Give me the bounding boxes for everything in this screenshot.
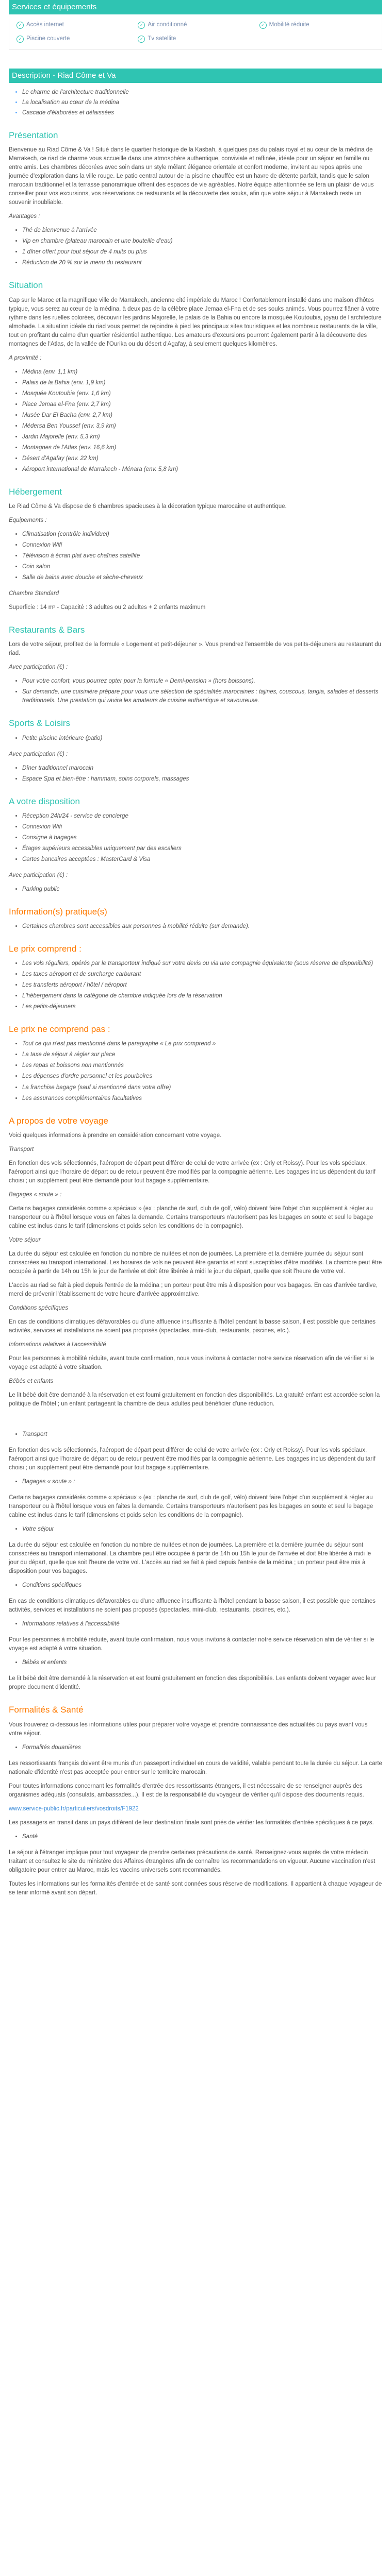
services-banner: Services et équipements (9, 0, 382, 14)
list-item: • Les petits-déjeuners (22, 1003, 382, 1011)
formalities-text: Les ressortissants français doivent être munis d'un passeport individuel en cours de validité, valable pendant toute la durée du séjour. La carte nationale d'identité n'est pas acceptée pour entrer sur le territoire marocain. (9, 1760, 382, 1775)
wifi-icon: ✓ (17, 22, 24, 29)
proximity-list (9, 812, 382, 864)
description-banner: Description - Riad Côme et Va (9, 69, 382, 83)
about-visa-label: Votre séjour (9, 1236, 41, 1243)
dup-text: Le lit bébé doit être demandé à la réservation et est fourni gratuitement en fonction des disponibilités. Les enfants doivent voyager avec leur propre document d'identité. (9, 1675, 376, 1691)
list-item: • Les assurances complémentaires facultatives (22, 1094, 382, 1103)
list-item: • Palais de la Bahia (env. 1,9 km) (22, 379, 382, 387)
about-transport-label: Transport (9, 1146, 34, 1153)
nearby-label: A proximité : (9, 354, 42, 361)
amenities-list (9, 226, 382, 267)
list-item: • Le charme de l'architecture traditionnelle (22, 88, 382, 97)
list-item: • Montagnes de l'Atlas (env. 16,6 km) (22, 444, 382, 452)
list-item: • Connexion Wifi (22, 541, 382, 550)
about-transport-text: En fonction des vols sélectionnés, l'aéroport de départ peut différer de celui de votre arrivée (ex : Orly et Roissy). Pour les vols spéciaux, l'aéroport ainsi que l'horaire de départ ou de retour peuvent être modifiés par la compagnie aérienne. Les bagages inclus dépendent du tarif choisi ; un supplément peut être demandé pour tout bagage supplémentaire. (9, 1160, 376, 1184)
price-excludes-list (9, 1040, 382, 1103)
section-title-sports: Sports & Loisirs (9, 718, 71, 728)
list-item: • Transport (22, 1430, 382, 1439)
list-item: • Les repas et boissons non mentionnés (22, 1061, 382, 1070)
section-title-formalities: Formalités & Santé (9, 1705, 84, 1715)
about-bagages-text: Certains bagages considérés comme « spéciaux » (ex : planche de surf, club de golf, vélo) doivent faire l'objet d'un supplément à régler au transporteur ou à l'hôtel lorsque vous en faites la demande. Certains transporteurs n'autorisent pas les bagages en soute et seul le bagage cabine est inclus dans le tarif (dimensions et poids selon les conditions de la compagnie). (9, 1205, 373, 1229)
list-item: • Mosquée Koutoubia (env. 1,6 km) (22, 389, 382, 398)
page (9, 0, 382, 1897)
dup-text: Pour les personnes à mobilité réduite, avant toute confirmation, nous vous invitons à contacter notre service réservation afin de vérifier si le voyage est adapté à votre situation. (9, 1637, 374, 1652)
list-item: • Bébés et enfants (22, 1658, 382, 1667)
list-item: • Parking public (22, 885, 382, 894)
about-intro: Voici quelques informations à prendre en considération concernant votre voyage. (9, 1132, 222, 1139)
list-item: • Petite piscine intérieure (patio) (22, 734, 382, 743)
list-item: • Thé de bienvenue à l'arrivée (22, 226, 382, 235)
restaurants-extra-label: Avec participation (€) : (9, 664, 68, 671)
section-title-info: Information(s) pratique(s) (9, 906, 107, 917)
about-bagages-label: Bagages « soute » : (9, 1191, 62, 1198)
service-item (259, 21, 374, 29)
list-item: • Conditions spécifiques (22, 1581, 382, 1590)
presentation-text: Bienvenue au Riad Côme & Va ! Situé dans le quartier historique de la Kasbah, à quelques pas du palais royal et au cœur de la médina de Marrakech, ce riad de charme vous accueille dans une atmosphère authentique, conviviale et raffinée, idéale pour un séjour en famille ou entre amis. Les chambres décorées avec soin dans un style mêlant élégance orientale et confort moderne, invitent au repos après une journée d'exploration dans la ville rouge. Le patio central autour de la piscine chauffée est un havre de détente parfait, tandis que le salon marocain traditionnel et la terrasse panoramique offrent des espaces de vie agréables. Notre équipe attentionnée se fera un plaisir de vous conseiller pour vos excursions, vos réservations de restaurants et la découverte des souks, afin que votre séjour à Marrakech reste un souvenir inoubliable. (9, 147, 374, 206)
list-item: • La taxe de séjour à régler sur place (22, 1050, 382, 1059)
list-item: • Sur demande, une cuisinière prépare pour vous une sélection de spécialités marocaines : tajines, couscous, tangia, salades et desserts traditionnels. Une prestation qui ravira les amateurs de cuisine authentique et savoureuse. (22, 688, 382, 705)
pool-icon: ✓ (17, 36, 24, 43)
list-item: • L'hébergement dans la catégorie de chambre indiquée lors de la réservation (22, 992, 382, 1001)
list-item: • Place Jemaa el-Fna (env. 2,7 km) (22, 400, 382, 409)
equipment-list (9, 530, 382, 582)
service-item (138, 21, 253, 29)
restaurants-list (9, 677, 382, 705)
about-dup-list (9, 1581, 382, 1590)
list-item: • Réception 24h/24 - service de concierge (22, 812, 382, 821)
list-item: • Connexion Wifi (22, 823, 382, 832)
snowflake-icon: ✓ (138, 22, 145, 29)
proximity-paid-list (9, 885, 382, 894)
list-item: • Bagages « soute » : (22, 1478, 382, 1486)
about-kids-label: Bébés et enfants (9, 1378, 54, 1385)
price-includes-list (9, 959, 382, 1011)
room-title: Chambre Standard (9, 590, 59, 597)
sports-paid-list (9, 764, 382, 784)
list-item: • Salle de bains avec douche et sèche-cheveux (22, 573, 382, 582)
section-title-restaurants: Restaurants & Bars (9, 625, 85, 635)
list-item: • Climatisation (contrôle individuel) (22, 530, 382, 539)
list-item: • Les transferts aéroport / hôtel / aéroport (22, 981, 382, 990)
about-conditions-label: Conditions spécifiques (9, 1304, 69, 1311)
list-item: • Coin salon (22, 563, 382, 571)
formalities-outro: Toutes les informations sur les formalités d'entrée et de santé sont données sous réserve de modifications. Il appartient à chaque voyageur de se tenir informé avant son départ. (9, 1880, 382, 1896)
service-label: Tv satellite (148, 36, 176, 42)
about-kids-text: Le lit bébé doit être demandé à la réservation et est fourni gratuitement en fonction des disponibilités. La gratuité enfant est accordée selon la politique de l'hôtel ; un enfant partageant la chambre de deux adultes peut bénéficier d'une réduction. (9, 1392, 380, 1408)
list-item: • La localisation au cœur de la médina (22, 98, 382, 107)
list-item: • Réduction de 20 % sur le menu du restaurant (22, 259, 382, 267)
service-item (17, 35, 132, 43)
nearby-list (9, 368, 382, 474)
list-item: • Certaines chambres sont accessibles aux personnes à mobilité réduite (sur demande). (22, 922, 382, 931)
list-item: • Informations relatives à l'accessibilité (22, 1620, 382, 1629)
dup-text: En cas de conditions climatiques défavorables ou d'une affluence insuffisante à l'hôtel pendant la basse saison, il est possible que certaines activités, services et installations ne soient pas proposés (spectacles, mini-club, restaurants, piscines, etc.). (9, 1598, 376, 1614)
list-item: • Cascade d'élaborées et délaissées (22, 109, 382, 117)
dup-text: La durée du séjour est calculée en fonction du nombre de nuitées et non de journées. La première et la dernière journée du séjour sont consacrées au transport international. La chambre peut être occupée à partir de 14h ou 15h le jour de l'arrivée et doit être libérée à midi le jour du départ, quelle que soit l'heure de votre vol. L'accès au riad se fait à pied depuis l'entrée de la médina ; un porteur peut être mis à disposition pour vos bagages. (9, 1542, 371, 1575)
about-visa-text: La durée du séjour est calculée en fonction du nombre de nuitées et non de journées. La première et la dernière journée du séjour sont consacrées au transport international. Les horaires de vols ne peuvent être garantis et sont susceptibles d'être modifiés. La chambre peut être occupée à partir de 14h ou 15h le jour de l'arrivée et doit être libérée à midi le jour du départ, quelle que soit l'heure de votre vol. (9, 1250, 382, 1275)
formalities-url[interactable]: www.service-public.fr/particuliers/vosdroits/F1922 (9, 1805, 139, 1812)
list-item: • Formalités douanières (22, 1743, 382, 1752)
dup-text: En fonction des vols sélectionnés, l'aéroport de départ peut différer de celui de votre arrivée (ex : Orly et Roissy). Pour les vols spéciaux, l'aéroport ainsi que l'horaire de départ ou de retour peuvent être modifiés par la compagnie aérienne. Les bagages inclus dépendent du tarif choisi ; un supplément peut être demandé pour tout bagage supplémentaire. (9, 1447, 376, 1471)
description-bullets (9, 88, 382, 117)
service-label: Accès internet (26, 22, 64, 28)
list-item: • Espace Spa et bien-être : hammam, soins corporels, massages (22, 775, 382, 784)
list-item: • Étages supérieurs accessibles uniquement par des escaliers (22, 844, 382, 853)
list-item: • Jardin Majorelle (env. 5,3 km) (22, 433, 382, 442)
formalities-list (9, 1743, 382, 1752)
list-item: • Musée Dar El Bacha (env. 2,7 km) (22, 411, 382, 420)
list-item: • Consigne à bagages (22, 834, 382, 842)
about-dup-list (9, 1658, 382, 1667)
section-title-about: A propos de votre voyage (9, 1115, 108, 1126)
service-item (138, 35, 253, 43)
sports-paid-label: Avec participation (€) : (9, 751, 68, 757)
section-title-lodging: Hébergement (9, 486, 62, 497)
formalities-link[interactable] (9, 1805, 382, 1814)
list-item: • Pour votre confort, vous pourrez opter pour la formule « Demi-pension » (hors boissons). (22, 677, 382, 686)
list-item: • Aéroport international de Marrakech - Ménara (env. 5,8 km) (22, 465, 382, 474)
section-title-presentation: Présentation (9, 130, 58, 141)
about-dup-list (9, 1525, 382, 1534)
about-conditions-text: En cas de conditions climatiques défavorables ou d'une affluence insuffisante à l'hôtel pendant la basse saison, il est possible que certaines activités, services et installations ne soient pas proposés (spectacles, mini-club, restaurants, piscines, etc.). (9, 1318, 376, 1334)
list-item: • Santé (22, 1833, 382, 1841)
about-arrival-text: L'accès au riad se fait à pied depuis l'entrée de la médina ; un porteur peut être mis à disposition pour vos bagages. En cas d'arrivée tardive, merci de prévenir l'établissement de votre heure d'arrivée approximative. (9, 1282, 378, 1297)
formalities-health-list (9, 1833, 382, 1841)
service-item (17, 21, 132, 29)
amenities-label: Avantages : (9, 213, 40, 220)
services-grid (9, 14, 382, 50)
list-item: • Médersa Ben Youssef (env. 3,9 km) (22, 422, 382, 431)
sports-free-list (9, 734, 382, 743)
formalities-health-text: Le séjour à l'étranger implique pour tout voyageur de prendre certaines précautions de santé. Renseignez-vous auprès de votre médecin traitant et consultez le site du ministère des Affaires étrangères afin de connaître les recommandations en vigueur. Aucune vaccination n'est obligatoire pour entrer au Maroc, mais les vaccins universels sont recommandés. (9, 1849, 376, 1873)
section-title-proximity: A votre disposition (9, 796, 80, 806)
about-dup-list (9, 1620, 382, 1629)
situation-text: Cap sur le Maroc et la magnifique ville de Marrakech, ancienne cité impériale du Maroc ! Confortablement installé dans une maison d'hôtes typique, vous serez au cœur de la médina, à deux pas de la célèbre place Jemaa el-Fna et de ses souks animés. Vous pourrez flâner à votre rythme dans les ruelles colorées, découvrir les jardins Majorelle, le palais de la Bahia ou encore la mosquée Koutoubia, joyau de l'architecture almohade. La situation idéale du riad vous permet de rejoindre à pied les principaux sites touristiques et les nombreux restaurants de la ville, tout en profitant du calme d'un quartier résidentiel authentique. Les amateurs d'excursions pourront également partir à la découverte des montagnes de l'Atlas, de la vallée de l'Ourika ou du désert d'Agafay, à seulement quelques kilomètres. (9, 297, 382, 347)
proximity-paid-label: Avec participation (€) : (9, 872, 68, 878)
room-desc: Superficie : 14 m² - Capacité : 3 adultes ou 2 adultes + 2 enfants maximum (9, 604, 206, 611)
list-item: • 1 dîner offert pour tout séjour de 4 nuits ou plus (22, 248, 382, 257)
formalities-text: Pour toutes informations concernant les formalités d'entrée des ressortissants étrangers, il est nécessaire de se renseigner auprès des organismes adéquats (consulats, ambassades...). Il est de la responsabilité du voyageur de vérifier qu'il dispose des documents requis. (9, 1783, 364, 1798)
restaurants-text: Lors de votre séjour, profitez de la formule « Logement et petit-déjeuner ». Vous prendrez l'ensemble de vos petits-déjeuners au restaurant du riad. (9, 641, 382, 657)
list-item: • Cartes bancaires acceptées : MasterCard & Visa (22, 855, 382, 864)
list-item: • La franchise bagage (sauf si mentionné dans votre offre) (22, 1083, 382, 1092)
list-item: • Tout ce qui n'est pas mentionné dans le paragraphe « Le prix comprend » (22, 1040, 382, 1048)
list-item: • Vip en chambre (plateau marocain et une bouteille d'eau) (22, 237, 382, 246)
list-item: • Les taxes aéroport et de surcharge carburant (22, 970, 382, 979)
list-item: • Les dépenses d'ordre personnel et les pourboires (22, 1072, 382, 1081)
equipment-label: Equipements : (9, 517, 47, 524)
about-dup-list (9, 1430, 382, 1439)
service-label: Air conditionné (148, 22, 187, 28)
list-item: • Médina (env. 1,1 km) (22, 368, 382, 377)
info-list (9, 922, 382, 931)
service-label: Piscine couverte (26, 36, 70, 42)
list-item: • Dîner traditionnel marocain (22, 764, 382, 773)
about-mobility-label: Informations relatives à l'accessibilité (9, 1341, 106, 1348)
formalities-text: Les passagers en transit dans un pays différent de leur destination finale sont priés de vérifier les formalités d'entrée spécifiques à ce pays. (9, 1819, 374, 1826)
dup-text: Certains bagages considérés comme « spéciaux » (ex : planche de surf, club de golf, vélo) doivent faire l'objet d'un supplément à régler au transporteur ou à l'hôtel lorsque vous en faites la demande. Certains transporteurs n'autorisent pas les bagages en soute et seul le bagage cabine est inclus dans le tarif (dimensions et poids selon les conditions de la compagnie). (9, 1495, 373, 1519)
section-title-price-includes: Le prix comprend : (9, 944, 82, 954)
lodging-text: Le Riad Côme & Va dispose de 6 chambres spacieuses à la décoration typique marocaine et authentique. (9, 503, 287, 510)
list-item: • Votre séjour (22, 1525, 382, 1534)
section-title-situation: Situation (9, 280, 43, 291)
satellite-icon: ✓ (138, 36, 145, 43)
list-item: • Désert d'Agafay (env. 22 km) (22, 454, 382, 463)
service-label: Mobilité réduite (269, 22, 309, 28)
about-mobility-text: Pour les personnes à mobilité réduite, avant toute confirmation, nous vous invitons à contacter notre service réservation afin de vérifier si le voyage est adapté à votre situation. (9, 1355, 374, 1370)
formalities-intro: Vous trouverez ci-dessous les informations utiles pour préparer votre voyage et prendre connaissance des actualités du pays avant vous votre séjour. (9, 1721, 368, 1737)
wheelchair-icon: ✓ (259, 22, 267, 29)
section-title-price-excludes: Le prix ne comprend pas : (9, 1024, 110, 1035)
list-item: • Les vols réguliers, opérés par le transporteur indiqué sur votre devis ou via une compagnie équivalente (sous réserve de disponibilité) (22, 959, 382, 968)
about-dup-list (9, 1478, 382, 1486)
list-item: • Télévision à écran plat avec chaînes satellite (22, 552, 382, 561)
